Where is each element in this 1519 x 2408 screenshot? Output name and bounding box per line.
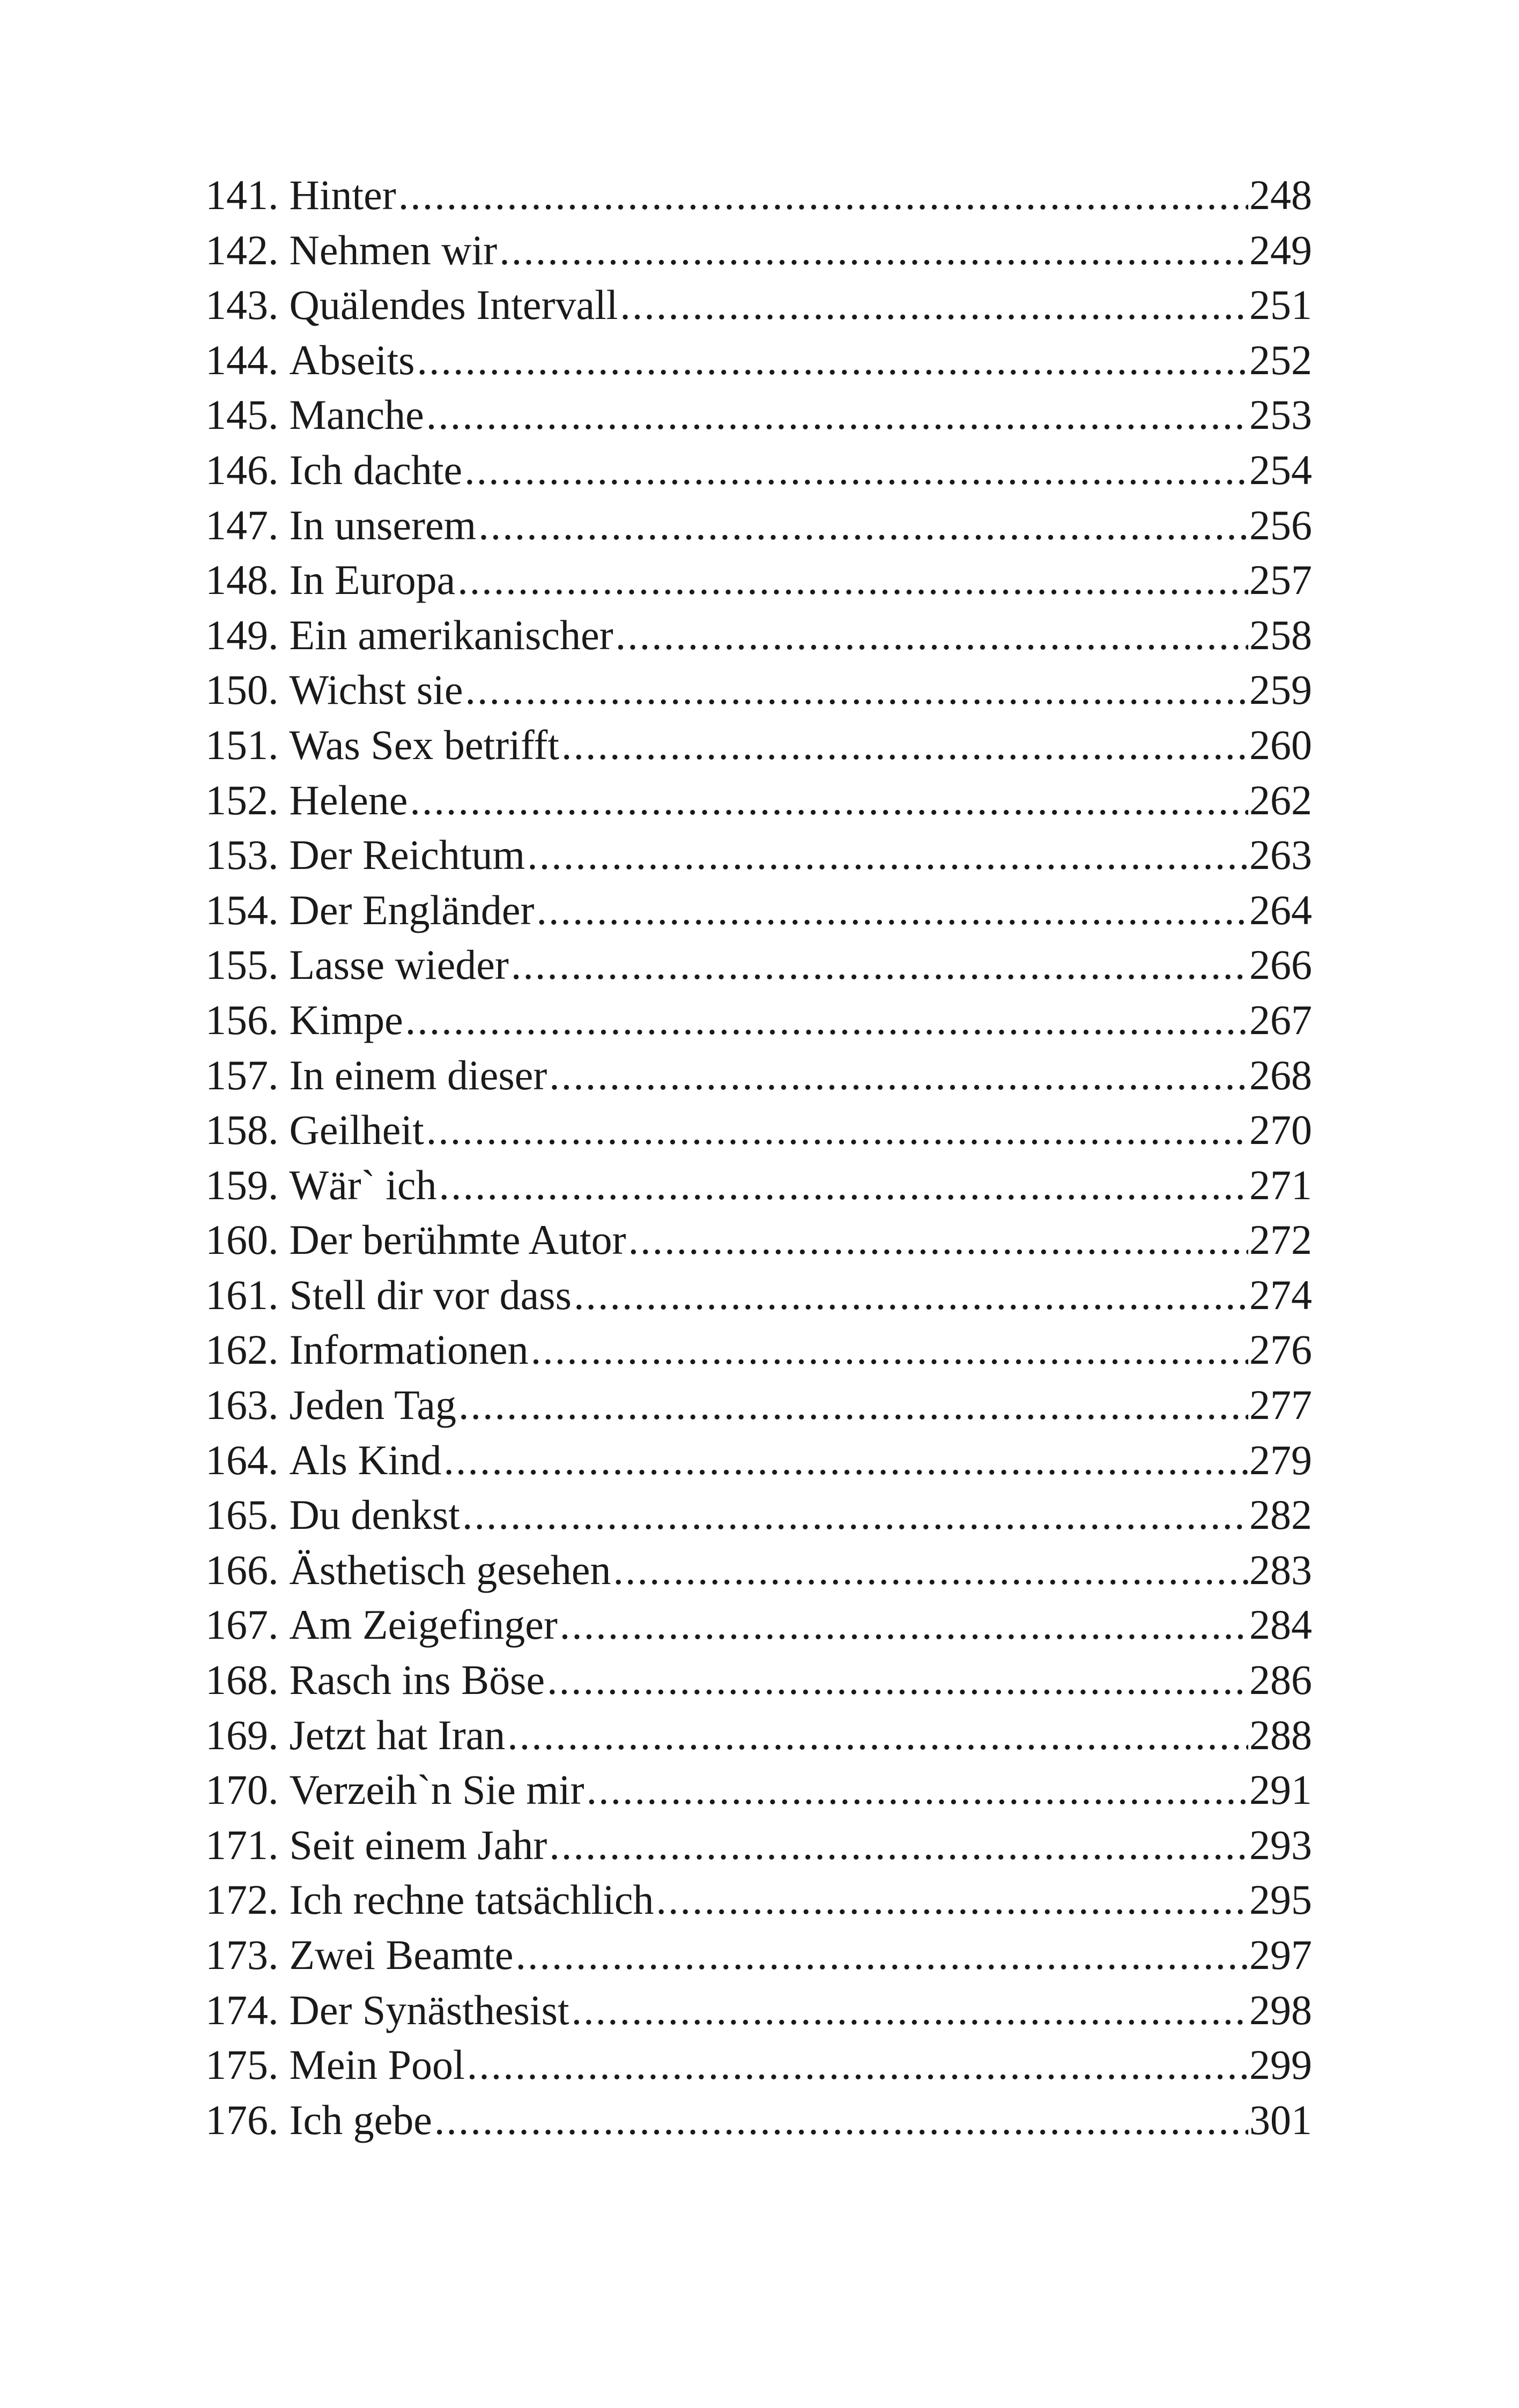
entry-title: Kimpe — [289, 996, 403, 1043]
entry-title: Stell dir vor dass — [289, 1271, 572, 1318]
toc-entry — [205, 553, 1312, 608]
entry-page-number: 274 — [1249, 1271, 1312, 1318]
entry-number: 151. — [205, 721, 279, 768]
toc-entry — [205, 1597, 1312, 1653]
entry-title: In unserem — [289, 501, 477, 548]
dot-leader — [439, 1158, 1248, 1213]
entry-page-number: 283 — [1249, 1546, 1312, 1593]
entry-page-number: 271 — [1249, 1161, 1312, 1208]
entry-title: Quälendes Intervall — [289, 281, 618, 329]
entry-number: 157. — [205, 1051, 279, 1098]
toc-entry — [205, 1048, 1312, 1103]
toc-entry — [205, 498, 1312, 553]
dot-leader — [499, 223, 1248, 278]
entry-title: Nehmen wir — [289, 226, 498, 273]
toc-entry — [205, 1983, 1312, 2038]
toc-entry — [205, 1488, 1312, 1543]
entry-page-number: 301 — [1249, 2096, 1312, 2143]
toc-entry — [205, 938, 1312, 993]
dot-leader — [620, 278, 1248, 333]
entry-page-number: 295 — [1249, 1876, 1312, 1923]
toc-entry — [205, 1872, 1312, 1928]
toc-entry — [205, 1103, 1312, 1158]
entry-number: 164. — [205, 1436, 279, 1483]
dot-leader — [465, 663, 1248, 718]
entry-page-number: 298 — [1249, 1986, 1312, 2033]
entry-title: Lasse wieder — [289, 941, 509, 989]
entry-page-number: 252 — [1249, 336, 1312, 383]
entry-page-number: 270 — [1249, 1106, 1312, 1154]
entry-page-number: 259 — [1249, 666, 1312, 714]
entry-number: 156. — [205, 996, 279, 1043]
entry-title: Zwei Beamte — [289, 1931, 514, 1978]
toc-entry — [205, 1268, 1312, 1323]
toc-entry — [205, 663, 1312, 718]
entry-number: 160. — [205, 1216, 279, 1264]
toc-entry — [205, 1818, 1312, 1873]
entry-title: Informationen — [289, 1326, 529, 1373]
dot-leader — [511, 938, 1248, 993]
entry-title: Als Kind — [289, 1436, 442, 1483]
dot-leader — [443, 1433, 1248, 1488]
toc-entry — [205, 388, 1312, 443]
entry-number: 142. — [205, 226, 279, 273]
toc-entry — [205, 1763, 1312, 1818]
entry-title: Jeden Tag — [289, 1381, 457, 1429]
entry-page-number: 254 — [1249, 446, 1312, 493]
entry-number: 154. — [205, 886, 279, 933]
dot-leader — [572, 1983, 1248, 2038]
entry-number: 176. — [205, 2096, 279, 2143]
dot-leader — [613, 1543, 1248, 1598]
toc-entry — [205, 773, 1312, 828]
toc-entry — [205, 1928, 1312, 1983]
entry-number: 169. — [205, 1711, 279, 1758]
entry-page-number: 277 — [1249, 1381, 1312, 1429]
entry-number: 173. — [205, 1931, 279, 1978]
entry-number: 149. — [205, 611, 279, 658]
toc-entry — [205, 1543, 1312, 1598]
entry-page-number: 286 — [1249, 1656, 1312, 1704]
entry-page-number: 288 — [1249, 1711, 1312, 1758]
toc-entry — [205, 993, 1312, 1048]
entry-title: Ich rechne tatsächlich — [289, 1876, 654, 1923]
entry-page-number: 279 — [1249, 1436, 1312, 1483]
entry-title: Der Reichtum — [289, 831, 525, 879]
entry-title: Der Synästhesist — [289, 1986, 569, 2033]
entry-number: 148. — [205, 556, 279, 604]
toc-entry — [205, 1708, 1312, 1763]
toc-entry — [205, 1378, 1312, 1433]
entry-page-number: 299 — [1249, 2041, 1312, 2089]
entry-page-number: 264 — [1249, 886, 1312, 933]
dot-leader — [426, 1103, 1248, 1158]
table-of-contents — [205, 168, 1312, 2147]
entry-title: Seit einem Jahr — [289, 1821, 547, 1868]
toc-entry — [205, 1433, 1312, 1488]
entry-page-number: 293 — [1249, 1821, 1312, 1868]
toc-entry — [205, 443, 1312, 498]
entry-number: 168. — [205, 1656, 279, 1704]
entry-page-number: 263 — [1249, 831, 1312, 879]
toc-entry — [205, 2093, 1312, 2148]
entry-title: Verzeih`n Sie mir — [289, 1766, 584, 1814]
entry-number: 152. — [205, 776, 279, 823]
entry-title: Ein amerikanischer — [289, 611, 613, 658]
entry-number: 167. — [205, 1601, 279, 1648]
dot-leader — [457, 553, 1248, 608]
entry-title: Geilheit — [289, 1106, 424, 1154]
entry-title: Ich gebe — [289, 2096, 432, 2143]
entry-page-number: 257 — [1249, 556, 1312, 604]
entry-page-number: 262 — [1249, 776, 1312, 823]
entry-title: Rasch ins Böse — [289, 1656, 545, 1704]
dot-leader — [531, 1322, 1248, 1378]
entry-number: 150. — [205, 666, 279, 714]
dot-leader — [398, 168, 1248, 223]
entry-page-number: 268 — [1249, 1051, 1312, 1098]
entry-page-number: 256 — [1249, 501, 1312, 548]
dot-leader — [574, 1268, 1248, 1323]
dot-leader — [462, 1488, 1248, 1543]
entry-number: 141. — [205, 172, 279, 218]
entry-page-number: 284 — [1249, 1601, 1312, 1648]
dot-leader — [434, 2093, 1248, 2148]
entry-number: 146. — [205, 446, 279, 493]
entry-number: 175. — [205, 2041, 279, 2089]
dot-leader — [536, 883, 1248, 938]
entry-title: Helene — [289, 776, 408, 823]
toc-entry — [205, 883, 1312, 938]
entry-page-number: 267 — [1249, 996, 1312, 1043]
entry-title: Wär` ich — [289, 1161, 437, 1208]
toc-entry — [205, 2038, 1312, 2093]
entry-number: 153. — [205, 831, 279, 879]
entry-page-number: 266 — [1249, 941, 1312, 989]
entry-title: Ich dachte — [289, 446, 463, 493]
dot-leader — [656, 1872, 1248, 1928]
entry-number: 171. — [205, 1821, 279, 1868]
entry-title: Du denkst — [289, 1491, 460, 1539]
entry-title: Jetzt hat Iran — [289, 1711, 506, 1758]
entry-title: Ästhetisch gesehen — [289, 1546, 611, 1593]
entry-number: 174. — [205, 1986, 279, 2033]
entry-number: 172. — [205, 1876, 279, 1923]
entry-title: Am Zeigefinger — [289, 1601, 558, 1648]
dot-leader — [547, 1653, 1248, 1708]
dot-leader — [426, 388, 1248, 443]
dot-leader — [616, 608, 1248, 663]
toc-entry — [205, 1653, 1312, 1708]
entry-page-number: 276 — [1249, 1326, 1312, 1373]
dot-leader — [464, 443, 1248, 498]
entry-page-number: 251 — [1249, 281, 1312, 329]
entry-number: 165. — [205, 1491, 279, 1539]
toc-entry — [205, 718, 1312, 773]
entry-title: Abseits — [289, 336, 415, 383]
dot-leader — [467, 2038, 1248, 2093]
entry-number: 143. — [205, 281, 279, 329]
entry-number: 155. — [205, 941, 279, 989]
entry-page-number: 291 — [1249, 1766, 1312, 1814]
toc-entry — [205, 168, 1312, 223]
toc-entry — [205, 1158, 1312, 1213]
entry-number: 166. — [205, 1546, 279, 1593]
entry-page-number: 272 — [1249, 1216, 1312, 1264]
entry-number: 161. — [205, 1271, 279, 1318]
dot-leader — [410, 773, 1248, 828]
entry-title: In einem dieser — [289, 1051, 547, 1098]
dot-leader — [549, 1048, 1248, 1103]
dot-leader — [560, 1597, 1248, 1653]
toc-entry — [205, 608, 1312, 663]
entry-number: 170. — [205, 1766, 279, 1814]
entry-number: 159. — [205, 1161, 279, 1208]
dot-leader — [417, 333, 1249, 388]
entry-page-number: 282 — [1249, 1491, 1312, 1539]
entry-number: 144. — [205, 336, 279, 383]
entry-number: 158. — [205, 1106, 279, 1154]
entry-title: Der berühmte Autor — [289, 1216, 626, 1264]
toc-entry — [205, 223, 1312, 278]
entry-title: Was Sex betrifft — [289, 721, 559, 768]
entry-number: 163. — [205, 1381, 279, 1429]
entry-page-number: 260 — [1249, 721, 1312, 768]
entry-title: Hinter — [289, 172, 396, 218]
dot-leader — [628, 1213, 1248, 1268]
entry-title: In Europa — [289, 556, 456, 604]
dot-leader — [527, 828, 1248, 883]
dot-leader — [507, 1708, 1248, 1763]
toc-entry — [205, 333, 1312, 388]
dot-leader — [478, 498, 1248, 553]
dot-leader — [587, 1763, 1248, 1818]
entry-page-number: 248 — [1249, 172, 1312, 218]
toc-entry — [205, 828, 1312, 883]
dot-leader — [516, 1928, 1249, 1983]
entry-title: Der Engländer — [289, 886, 535, 933]
entry-number: 145. — [205, 391, 279, 439]
entry-page-number: 297 — [1249, 1931, 1312, 1978]
entry-number: 147. — [205, 501, 279, 548]
dot-leader — [549, 1818, 1248, 1873]
entry-title: Wichst sie — [289, 666, 463, 714]
entry-page-number: 258 — [1249, 611, 1312, 658]
toc-entry — [205, 1322, 1312, 1378]
toc-entry — [205, 1213, 1312, 1268]
entry-page-number: 253 — [1249, 391, 1312, 439]
entry-page-number: 249 — [1249, 226, 1312, 273]
entry-title: Manche — [289, 391, 424, 439]
dot-leader — [458, 1378, 1248, 1433]
entry-number: 162. — [205, 1326, 279, 1373]
entry-title: Mein Pool — [289, 2041, 465, 2089]
dot-leader — [405, 993, 1248, 1048]
dot-leader — [561, 718, 1248, 773]
toc-entry — [205, 278, 1312, 333]
